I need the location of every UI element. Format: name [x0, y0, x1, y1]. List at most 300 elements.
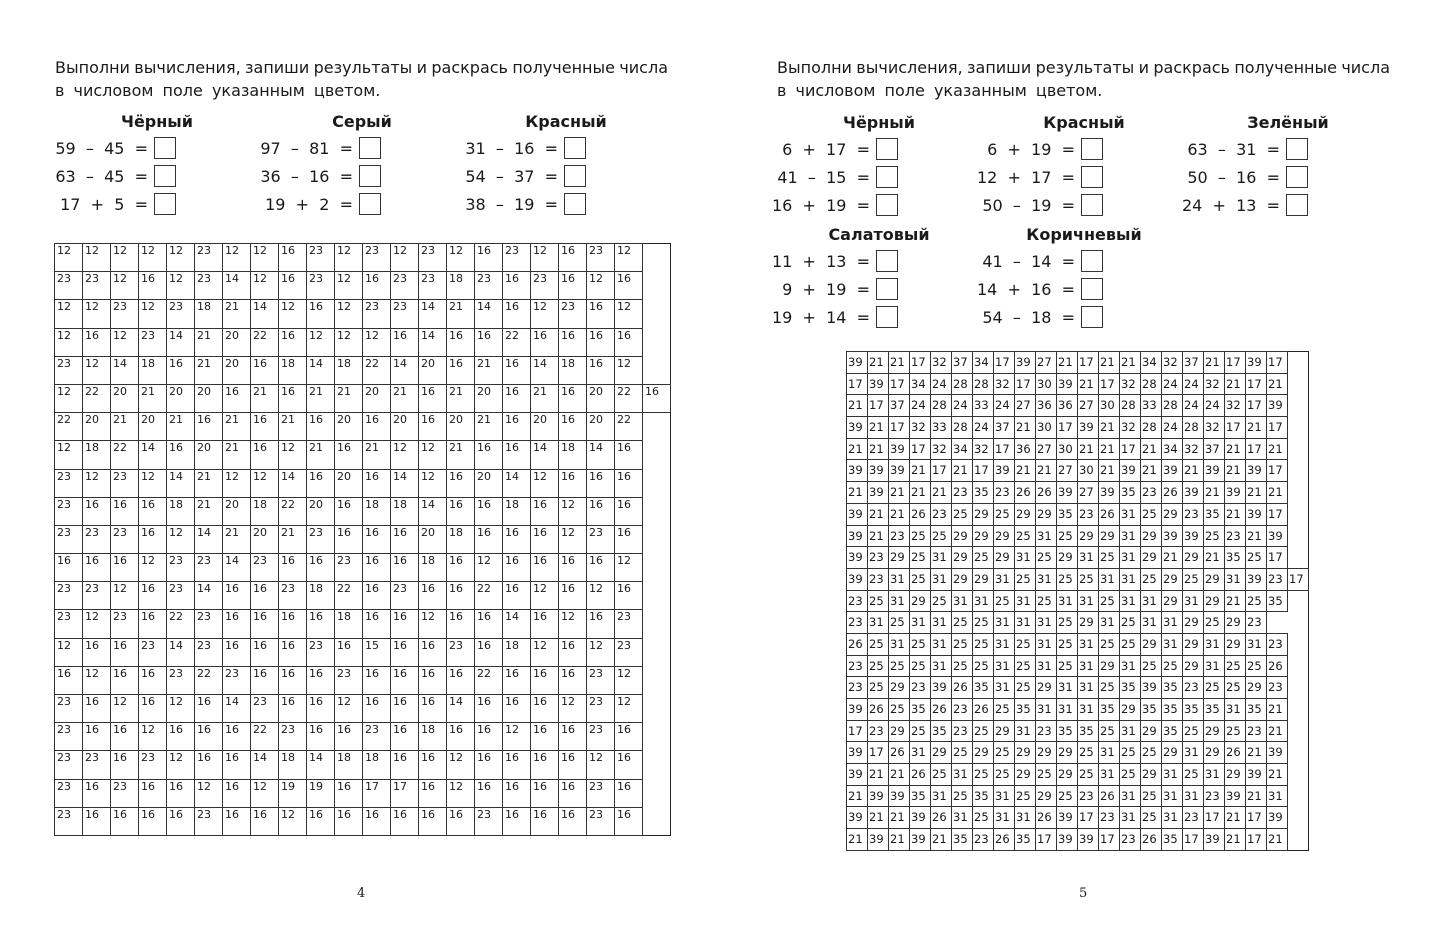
grid-cell[interactable]: 35: [1099, 699, 1120, 721]
grid-cell[interactable]: 31: [1120, 807, 1141, 829]
grid-cell[interactable]: 39: [1246, 460, 1267, 482]
grid-cell[interactable]: 20: [363, 384, 391, 412]
grid-cell[interactable]: 29: [889, 547, 910, 569]
grid-cell[interactable]: 14: [139, 441, 167, 469]
grid-cell[interactable]: 23: [1183, 807, 1204, 829]
grid-cell[interactable]: 12: [83, 610, 111, 638]
grid-cell[interactable]: 17: [1225, 352, 1246, 374]
grid-cell[interactable]: 39: [1246, 764, 1267, 786]
grid-cell[interactable]: 29: [1141, 764, 1162, 786]
grid-cell[interactable]: 39: [1120, 460, 1141, 482]
grid-cell[interactable]: 23: [615, 638, 643, 666]
grid-cell[interactable]: 23: [83, 582, 111, 610]
grid-cell[interactable]: 23: [307, 525, 335, 553]
grid-cell[interactable]: 25: [1099, 547, 1120, 569]
grid-cell[interactable]: 22: [83, 384, 111, 412]
grid-cell[interactable]: 37: [889, 395, 910, 417]
grid-cell[interactable]: 25: [1246, 590, 1267, 612]
grid-cell[interactable]: 39: [1204, 460, 1225, 482]
grid-cell[interactable]: 23: [1141, 482, 1162, 504]
grid-cell[interactable]: 29: [1183, 612, 1204, 634]
grid-cell[interactable]: 21: [223, 525, 251, 553]
grid-cell[interactable]: 18: [419, 723, 447, 751]
grid-cell[interactable]: 39: [847, 417, 868, 439]
grid-cell[interactable]: 16: [307, 723, 335, 751]
grid-cell[interactable]: 20: [587, 413, 615, 441]
grid-cell[interactable]: 16: [335, 441, 363, 469]
grid-cell[interactable]: 16: [559, 384, 587, 412]
grid-cell[interactable]: 16: [251, 610, 279, 638]
grid-cell[interactable]: 21: [1267, 720, 1288, 742]
grid-cell[interactable]: 35: [973, 785, 994, 807]
grid-cell[interactable]: 29: [1225, 633, 1246, 655]
grid-cell[interactable]: 26: [847, 633, 868, 655]
grid-cell[interactable]: 36: [1036, 395, 1057, 417]
grid-cell[interactable]: 32: [1162, 352, 1183, 374]
grid-cell[interactable]: 39: [1225, 482, 1246, 504]
grid-cell[interactable]: 23: [931, 503, 952, 525]
grid-cell[interactable]: 16: [587, 328, 615, 356]
grid-cell[interactable]: 20: [111, 384, 139, 412]
grid-cell[interactable]: 26: [1141, 829, 1162, 851]
grid-cell[interactable]: 25: [1141, 568, 1162, 590]
answer-box[interactable]: [1081, 138, 1103, 160]
grid-cell[interactable]: 26: [1099, 503, 1120, 525]
grid-cell[interactable]: 12: [111, 695, 139, 723]
grid-cell[interactable]: 39: [847, 525, 868, 547]
grid-cell[interactable]: 25: [931, 525, 952, 547]
grid-cell[interactable]: 14: [307, 751, 335, 779]
grid-cell[interactable]: 14: [111, 356, 139, 384]
grid-cell[interactable]: 20: [335, 413, 363, 441]
grid-cell[interactable]: 21: [1225, 503, 1246, 525]
grid-cell[interactable]: 31: [1099, 742, 1120, 764]
grid-cell[interactable]: 25: [889, 699, 910, 721]
grid-cell[interactable]: 12: [615, 695, 643, 723]
grid-cell[interactable]: 16: [615, 441, 643, 469]
grid-cell[interactable]: 12: [55, 244, 83, 272]
grid-cell[interactable]: 16: [279, 244, 307, 272]
grid-cell[interactable]: 23: [167, 300, 195, 328]
grid-cell[interactable]: 19: [307, 779, 335, 807]
grid-cell[interactable]: 16: [279, 554, 307, 582]
grid-cell[interactable]: 17: [868, 742, 889, 764]
grid-cell[interactable]: 12: [307, 328, 335, 356]
grid-cell[interactable]: 28: [1141, 417, 1162, 439]
grid-cell[interactable]: 31: [994, 785, 1015, 807]
grid-cell[interactable]: 16: [503, 666, 531, 694]
grid-cell[interactable]: 31: [1120, 568, 1141, 590]
grid-cell[interactable]: 20: [475, 384, 503, 412]
grid-cell[interactable]: 21: [1099, 352, 1120, 374]
grid-cell[interactable]: 18: [559, 356, 587, 384]
grid-cell[interactable]: 16: [335, 638, 363, 666]
grid-cell[interactable]: 25: [952, 503, 973, 525]
grid-cell[interactable]: 16: [223, 638, 251, 666]
grid-cell[interactable]: 35: [1015, 829, 1036, 851]
grid-cell[interactable]: 21: [475, 413, 503, 441]
grid-cell[interactable]: 39: [1078, 417, 1099, 439]
grid-cell[interactable]: 23: [1246, 612, 1267, 634]
grid-cell[interactable]: 30: [1057, 438, 1078, 460]
grid-cell[interactable]: 16: [307, 554, 335, 582]
grid-cell[interactable]: 25: [994, 590, 1015, 612]
grid-cell[interactable]: 25: [910, 655, 931, 677]
grid-cell[interactable]: 22: [615, 413, 643, 441]
grid-cell[interactable]: 16: [587, 554, 615, 582]
grid-cell[interactable]: 28: [952, 373, 973, 395]
grid-cell[interactable]: 12: [83, 356, 111, 384]
grid-cell[interactable]: 21: [847, 785, 868, 807]
grid-cell[interactable]: 12: [111, 272, 139, 300]
grid-cell[interactable]: 20: [335, 469, 363, 497]
grid-cell[interactable]: 27: [1057, 460, 1078, 482]
grid-cell[interactable]: 32: [973, 438, 994, 460]
grid-cell[interactable]: 16: [83, 328, 111, 356]
grid-cell[interactable]: 31: [1162, 612, 1183, 634]
grid-cell[interactable]: 12: [531, 582, 559, 610]
grid-cell[interactable]: 12: [559, 497, 587, 525]
grid-cell[interactable]: 29: [1099, 655, 1120, 677]
grid-cell[interactable]: 17: [994, 438, 1015, 460]
answer-box[interactable]: [359, 165, 381, 187]
grid-cell[interactable]: 31: [1120, 503, 1141, 525]
grid-cell[interactable]: 12: [83, 300, 111, 328]
grid-cell[interactable]: 12: [251, 272, 279, 300]
grid-cell[interactable]: 31: [1057, 677, 1078, 699]
grid-cell[interactable]: 18: [419, 554, 447, 582]
grid-cell[interactable]: 16: [475, 328, 503, 356]
grid-cell[interactable]: 29: [1120, 699, 1141, 721]
grid-cell[interactable]: 31: [1225, 699, 1246, 721]
grid-cell[interactable]: 22: [251, 723, 279, 751]
grid-cell[interactable]: 17: [889, 417, 910, 439]
grid-cell[interactable]: 23: [847, 655, 868, 677]
grid-cell[interactable]: 16: [419, 384, 447, 412]
grid-cell[interactable]: 17: [1078, 807, 1099, 829]
grid-cell[interactable]: 16: [139, 272, 167, 300]
grid-cell[interactable]: 34: [1162, 438, 1183, 460]
grid-cell[interactable]: 14: [419, 328, 447, 356]
grid-cell[interactable]: 32: [931, 438, 952, 460]
answer-box[interactable]: [1081, 278, 1103, 300]
grid-cell[interactable]: 17: [1267, 417, 1288, 439]
grid-cell[interactable]: 31: [1036, 633, 1057, 655]
grid-cell[interactable]: 21: [1246, 742, 1267, 764]
grid-cell[interactable]: 31: [1099, 764, 1120, 786]
grid-cell[interactable]: 16: [251, 638, 279, 666]
grid-cell[interactable]: 12: [279, 300, 307, 328]
grid-cell[interactable]: 17: [1246, 373, 1267, 395]
grid-cell[interactable]: 29: [1036, 677, 1057, 699]
grid-cell[interactable]: 23: [55, 695, 83, 723]
grid-cell[interactable]: 23: [195, 638, 223, 666]
grid-cell[interactable]: 16: [503, 413, 531, 441]
grid-cell[interactable]: 21: [1225, 460, 1246, 482]
grid-cell[interactable]: 21: [1162, 547, 1183, 569]
grid-cell[interactable]: 16: [139, 582, 167, 610]
grid-cell[interactable]: 21: [1204, 482, 1225, 504]
grid-cell[interactable]: 25: [1141, 503, 1162, 525]
grid-cell[interactable]: 23: [335, 666, 363, 694]
grid-cell[interactable]: 31: [1267, 785, 1288, 807]
grid-cell[interactable]: 12: [587, 582, 615, 610]
grid-cell[interactable]: 31: [1099, 612, 1120, 634]
grid-cell[interactable]: 16: [391, 328, 419, 356]
grid-cell[interactable]: 16: [111, 666, 139, 694]
grid-cell[interactable]: 21: [111, 413, 139, 441]
grid-cell[interactable]: 16: [559, 779, 587, 807]
grid-cell[interactable]: 16: [83, 638, 111, 666]
grid-cell[interactable]: 25: [952, 633, 973, 655]
grid-cell[interactable]: 25: [931, 764, 952, 786]
grid-cell[interactable]: 39: [889, 438, 910, 460]
grid-cell[interactable]: 24: [910, 395, 931, 417]
grid-cell[interactable]: 29: [1036, 503, 1057, 525]
grid-cell[interactable]: 23: [363, 300, 391, 328]
grid-cell[interactable]: 25: [910, 525, 931, 547]
grid-cell[interactable]: 14: [475, 300, 503, 328]
grid-cell[interactable]: 25: [1015, 655, 1036, 677]
grid-cell[interactable]: 29: [1078, 525, 1099, 547]
grid-cell[interactable]: 12: [195, 779, 223, 807]
grid-cell[interactable]: 39: [847, 503, 868, 525]
grid-cell[interactable]: 25: [1099, 720, 1120, 742]
grid-cell[interactable]: 23: [251, 554, 279, 582]
grid-cell[interactable]: 12: [559, 610, 587, 638]
grid-cell[interactable]: 25: [1225, 655, 1246, 677]
grid-cell[interactable]: 14: [531, 441, 559, 469]
grid-cell[interactable]: 29: [1057, 742, 1078, 764]
grid-cell[interactable]: 26: [889, 742, 910, 764]
grid-cell[interactable]: 22: [363, 356, 391, 384]
grid-cell[interactable]: 39: [1015, 352, 1036, 374]
grid-cell[interactable]: 22: [167, 610, 195, 638]
grid-cell[interactable]: 27: [1078, 482, 1099, 504]
grid-cell[interactable]: 25: [1120, 612, 1141, 634]
grid-cell[interactable]: 29: [1204, 742, 1225, 764]
grid-cell[interactable]: 21: [1036, 460, 1057, 482]
grid-cell[interactable]: 25: [1204, 525, 1225, 547]
grid-cell[interactable]: 16: [195, 695, 223, 723]
grid-cell[interactable]: 32: [1204, 417, 1225, 439]
grid-cell[interactable]: 25: [1057, 785, 1078, 807]
grid-cell[interactable]: 24: [1183, 373, 1204, 395]
grid-cell[interactable]: 31: [1078, 633, 1099, 655]
grid-cell[interactable]: 32: [994, 373, 1015, 395]
grid-cell[interactable]: 29: [1036, 785, 1057, 807]
grid-cell[interactable]: 23: [55, 582, 83, 610]
grid-cell[interactable]: 16: [475, 610, 503, 638]
grid-cell[interactable]: 35: [1162, 720, 1183, 742]
grid-cell[interactable]: 31: [910, 612, 931, 634]
grid-cell[interactable]: 31: [1183, 785, 1204, 807]
grid-cell[interactable]: 12: [279, 807, 307, 835]
grid-cell[interactable]: 16: [475, 779, 503, 807]
grid-cell[interactable]: 25: [931, 590, 952, 612]
grid-cell[interactable]: 31: [1036, 525, 1057, 547]
grid-cell[interactable]: 12: [335, 272, 363, 300]
grid-cell[interactable]: 16: [251, 666, 279, 694]
grid-cell[interactable]: 25: [1015, 633, 1036, 655]
grid-cell[interactable]: 23: [1267, 677, 1288, 699]
grid-cell[interactable]: 16: [615, 723, 643, 751]
grid-cell[interactable]: 21: [1246, 785, 1267, 807]
grid-cell[interactable]: 21: [1267, 699, 1288, 721]
grid-cell[interactable]: 17: [1246, 807, 1267, 829]
grid-cell[interactable]: 16: [447, 807, 475, 835]
grid-cell[interactable]: 31: [931, 633, 952, 655]
grid-cell[interactable]: 31: [931, 612, 952, 634]
grid-cell[interactable]: 26: [952, 677, 973, 699]
answer-box[interactable]: [564, 137, 586, 159]
grid-cell[interactable]: 25: [1015, 568, 1036, 590]
grid-cell[interactable]: 25: [973, 655, 994, 677]
grid-cell[interactable]: 25: [1225, 677, 1246, 699]
grid-cell[interactable]: 16: [279, 666, 307, 694]
grid-cell[interactable]: 26: [931, 807, 952, 829]
grid-cell[interactable]: 12: [55, 328, 83, 356]
grid-cell[interactable]: 23: [391, 582, 419, 610]
grid-cell[interactable]: 25: [1120, 742, 1141, 764]
grid-cell[interactable]: 16: [447, 610, 475, 638]
grid-cell[interactable]: 12: [335, 695, 363, 723]
grid-cell[interactable]: 12: [167, 272, 195, 300]
grid-cell[interactable]: 26: [910, 503, 931, 525]
grid-cell[interactable]: 39: [868, 829, 889, 851]
grid-cell[interactable]: 25: [1078, 742, 1099, 764]
grid-cell[interactable]: 25: [1099, 590, 1120, 612]
grid-cell[interactable]: 33: [931, 417, 952, 439]
grid-cell[interactable]: 23: [195, 610, 223, 638]
grid-cell[interactable]: 12: [111, 582, 139, 610]
grid-cell[interactable]: 16: [223, 582, 251, 610]
grid-cell[interactable]: 32: [1120, 373, 1141, 395]
grid-cell[interactable]: 16: [391, 610, 419, 638]
grid-cell[interactable]: 21: [868, 438, 889, 460]
answer-box[interactable]: [876, 138, 898, 160]
grid-cell[interactable]: 29: [1162, 568, 1183, 590]
grid-cell[interactable]: 23: [503, 244, 531, 272]
grid-cell[interactable]: 25: [910, 720, 931, 742]
answer-box[interactable]: [359, 137, 381, 159]
grid-cell[interactable]: 27: [1036, 352, 1057, 374]
grid-cell[interactable]: 16: [559, 328, 587, 356]
grid-cell[interactable]: 16: [251, 356, 279, 384]
grid-cell[interactable]: 29: [1141, 525, 1162, 547]
grid-cell[interactable]: 23: [167, 554, 195, 582]
grid-cell[interactable]: 31: [868, 612, 889, 634]
grid-cell[interactable]: 16: [419, 638, 447, 666]
grid-cell[interactable]: 25: [1036, 590, 1057, 612]
grid-cell[interactable]: 25: [973, 720, 994, 742]
grid-cell[interactable]: 21: [868, 503, 889, 525]
grid-cell[interactable]: 21: [1225, 829, 1246, 851]
grid-cell[interactable]: 21: [1078, 373, 1099, 395]
grid-cell[interactable]: 16: [587, 300, 615, 328]
grid-cell[interactable]: 25: [1183, 764, 1204, 786]
grid-cell[interactable]: 25: [910, 568, 931, 590]
grid-cell[interactable]: 12: [83, 666, 111, 694]
grid-cell[interactable]: 21: [868, 352, 889, 374]
grid-cell[interactable]: 16: [307, 807, 335, 835]
grid-cell[interactable]: 21: [889, 764, 910, 786]
grid-cell[interactable]: 35: [1225, 547, 1246, 569]
grid-cell[interactable]: 12: [391, 441, 419, 469]
grid-cell[interactable]: 39: [1141, 677, 1162, 699]
grid-cell[interactable]: 25: [1057, 525, 1078, 547]
grid-cell[interactable]: 16: [307, 413, 335, 441]
grid-cell[interactable]: 21: [223, 413, 251, 441]
answer-box[interactable]: [1081, 194, 1103, 216]
grid-cell[interactable]: 39: [847, 568, 868, 590]
grid-cell[interactable]: 29: [1057, 764, 1078, 786]
grid-cell[interactable]: 17: [1015, 373, 1036, 395]
grid-cell[interactable]: 25: [1141, 655, 1162, 677]
grid-cell[interactable]: 21: [889, 829, 910, 851]
grid-cell[interactable]: 16: [531, 723, 559, 751]
grid-cell[interactable]: 23: [279, 582, 307, 610]
grid-cell[interactable]: 23: [1267, 633, 1288, 655]
grid-cell[interactable]: 25: [1015, 525, 1036, 547]
grid-cell[interactable]: 22: [111, 441, 139, 469]
grid-cell[interactable]: 30: [1036, 373, 1057, 395]
grid-cell[interactable]: 31: [1204, 655, 1225, 677]
grid-cell[interactable]: 12: [55, 638, 83, 666]
grid-cell[interactable]: 39: [910, 807, 931, 829]
grid-cell[interactable]: 33: [1141, 395, 1162, 417]
grid-cell[interactable]: 21: [1225, 373, 1246, 395]
grid-cell[interactable]: 39: [1183, 525, 1204, 547]
grid-cell[interactable]: 28: [952, 417, 973, 439]
grid-cell[interactable]: 17: [1204, 807, 1225, 829]
grid-cell[interactable]: 31: [952, 590, 973, 612]
grid-cell[interactable]: 14: [251, 300, 279, 328]
grid-cell[interactable]: 18: [503, 497, 531, 525]
grid-cell[interactable]: 12: [167, 695, 195, 723]
grid-cell[interactable]: 16: [251, 807, 279, 835]
grid-cell[interactable]: 21: [531, 384, 559, 412]
grid-cell[interactable]: 35: [973, 677, 994, 699]
grid-cell[interactable]: 25: [1057, 633, 1078, 655]
grid-cell[interactable]: 16: [615, 807, 643, 835]
grid-cell[interactable]: 23: [1078, 503, 1099, 525]
grid-cell[interactable]: 16: [503, 582, 531, 610]
grid-cell[interactable]: 34: [973, 352, 994, 374]
grid-cell[interactable]: 16: [559, 666, 587, 694]
grid-cell[interactable]: 25: [1036, 547, 1057, 569]
grid-cell[interactable]: 12: [55, 441, 83, 469]
grid-cell[interactable]: 23: [55, 272, 83, 300]
grid-cell[interactable]: 12: [139, 723, 167, 751]
grid-cell[interactable]: 26: [973, 699, 994, 721]
grid-cell[interactable]: 34: [952, 438, 973, 460]
grid-cell[interactable]: 21: [847, 482, 868, 504]
grid-cell[interactable]: 18: [279, 356, 307, 384]
grid-cell[interactable]: 23: [55, 469, 83, 497]
grid-cell[interactable]: 16: [615, 272, 643, 300]
grid-cell[interactable]: 21: [847, 829, 868, 851]
grid-cell[interactable]: 16: [419, 666, 447, 694]
grid-cell[interactable]: 16: [419, 582, 447, 610]
grid-cell[interactable]: 23: [868, 568, 889, 590]
grid-cell[interactable]: 23: [55, 779, 83, 807]
grid-cell[interactable]: 18: [447, 525, 475, 553]
grid-cell[interactable]: 17: [910, 438, 931, 460]
grid-cell[interactable]: 12: [531, 300, 559, 328]
grid-cell[interactable]: 26: [931, 699, 952, 721]
grid-cell[interactable]: 31: [994, 677, 1015, 699]
